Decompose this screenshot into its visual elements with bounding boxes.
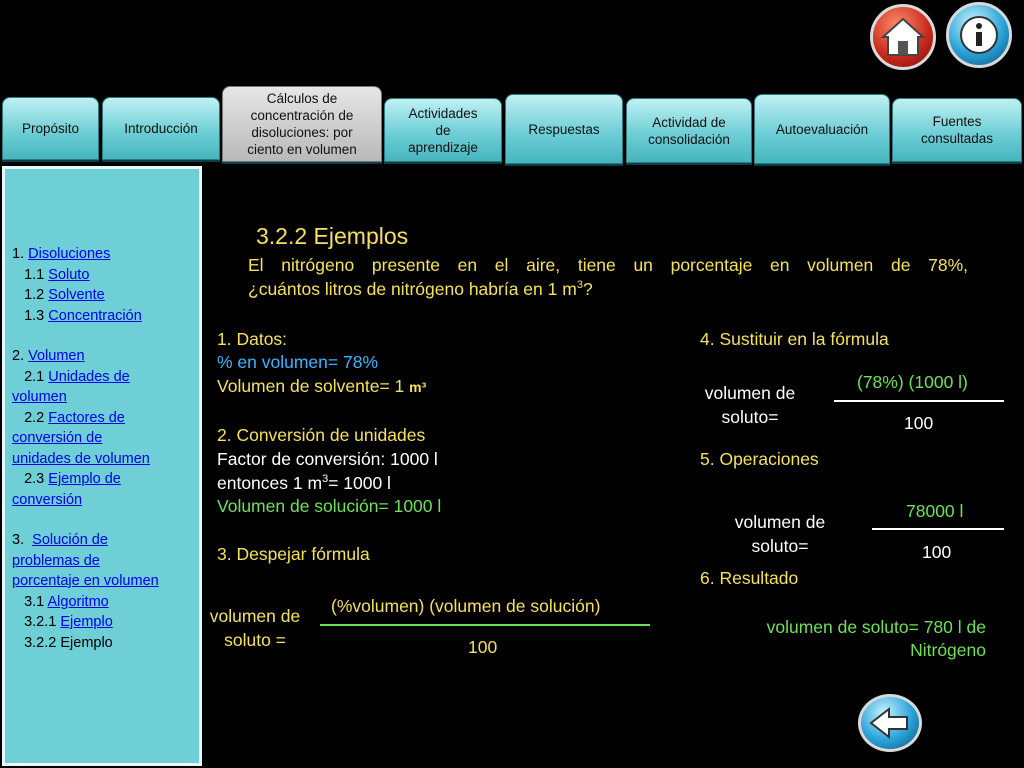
conversion-factor: Factor de conversión: 1000 l (217, 449, 438, 469)
tab-label: Actividad de (652, 114, 726, 130)
sidebar-item-prefix: 2.1 (12, 369, 49, 385)
tab-label: ciento en volumen (247, 142, 357, 157)
sidebar-item (12, 633, 113, 653)
tab-actividad-consolidacion[interactable] (626, 98, 752, 163)
tab-autoevaluacion[interactable] (754, 94, 890, 164)
datos-solvente: Volumen de solvente= 1 m³ (217, 376, 427, 396)
sidebar-link[interactable]: conversión de (12, 430, 103, 446)
sidebar-item-prefix: 3.2.2 Ejemplo (12, 635, 113, 651)
datos-title: 1. Datos: (217, 329, 288, 349)
tab-label: Propósito (21, 121, 80, 136)
sustituir-denominator: 100 (904, 413, 934, 433)
sidebar-item[interactable] (12, 244, 110, 264)
sidebar-item[interactable] (12, 408, 125, 428)
sidebar-item-prefix: 1.1 (12, 267, 49, 283)
sidebar-item-prefix: 3.1 (12, 594, 48, 610)
info-icon (949, 5, 1009, 65)
tab-label: de (435, 122, 451, 138)
sidebar-link[interactable]: Ejemplo de (48, 471, 121, 487)
sidebar-item-prefix: 3. (12, 532, 33, 548)
operaciones-fraction-line (872, 528, 1004, 530)
resultado-title: 6. Resultado (700, 568, 799, 588)
sidebar-link[interactable]: Ejemplo (60, 614, 113, 630)
datos-porcentaje: % en volumen= 78% (217, 352, 379, 372)
tab-label: Cálculos de (266, 91, 338, 106)
sidebar-item-prefix: 1. (12, 246, 29, 262)
sidebar-link[interactable]: Algoritmo (47, 594, 109, 610)
sidebar-item-prefix: 1.2 (12, 287, 49, 303)
back-button[interactable] (858, 694, 922, 752)
tab-label: Actividades (408, 105, 478, 121)
sidebar-link[interactable]: Solvente (48, 287, 105, 303)
despejar-title: 3. Despejar fórmula (217, 544, 370, 564)
operaciones-denominator: 100 (922, 542, 952, 562)
sidebar-item[interactable] (12, 346, 85, 366)
conversion-solucion: Volumen de solución= 1000 l (217, 496, 442, 516)
tab-label: concentración de (250, 108, 354, 123)
sidebar-item[interactable] (12, 285, 105, 305)
sidebar-link[interactable]: Solución de (32, 532, 108, 548)
sidebar-item[interactable] (12, 469, 121, 489)
sidebar-item[interactable] (12, 490, 82, 510)
sidebar-link[interactable]: porcentaje en volumen (12, 573, 159, 589)
sidebar-link[interactable]: unidades de volumen (12, 451, 150, 467)
sidebar-item[interactable] (12, 367, 130, 387)
sustituir-label: volumen de soluto= (704, 383, 796, 427)
sidebar-item-prefix: 2.3 (12, 471, 49, 487)
tab-introduccion[interactable] (102, 97, 220, 160)
sidebar-link[interactable]: problemas de (12, 553, 100, 569)
operaciones-label: volumen de soluto= (734, 512, 826, 556)
formula-numerator: (%volumen) (volumen de solución) (331, 596, 601, 616)
back-arrow-icon (861, 697, 919, 749)
sustituir-numerator: (78%) (1000 l) (857, 372, 968, 392)
info-button[interactable] (946, 2, 1012, 68)
conversion-entonces: entonces 1 $m^3= 1000$ l (217, 473, 391, 493)
sidebar-link[interactable]: Soluto (48, 267, 90, 283)
page-title: 3.2.2 Ejemplos (256, 223, 409, 249)
sidebar-item[interactable] (12, 612, 113, 632)
sidebar-link[interactable]: Disoluciones (28, 246, 111, 262)
home-icon (873, 7, 933, 67)
resultado-text: volumen de soluto= 780 l de Nitrógeno (766, 617, 986, 660)
tab-fuentes[interactable] (892, 98, 1022, 162)
sidebar-link[interactable]: volumen (12, 389, 67, 405)
tab-label: Autoevaluación (775, 121, 869, 137)
sidebar-link[interactable]: Factores de (48, 410, 125, 426)
sidebar-item-prefix: 1.3 (12, 308, 49, 324)
formula-label: volumen de soluto = (209, 606, 301, 650)
tab-label: Introducción (124, 121, 198, 136)
tab-label: aprendizaje (408, 139, 478, 155)
sidebar-link[interactable]: Concentración (48, 308, 142, 324)
tab-proposito[interactable] (2, 97, 99, 160)
sidebar-item[interactable] (12, 306, 142, 326)
tab-respuestas[interactable] (505, 94, 623, 164)
sidebar-item[interactable] (12, 428, 102, 448)
sustituir-fraction-line (834, 400, 1004, 402)
sidebar-item[interactable] (12, 530, 108, 550)
sidebar-link[interactable]: Volumen (28, 348, 85, 364)
question-text: El nitrógeno presente en el aire, tiene un porcentaje en volumen de 78%, (248, 255, 968, 275)
sidebar-item[interactable] (12, 571, 159, 591)
operaciones-title: 5. Operaciones (700, 449, 819, 469)
tab-label: disoluciones: por (251, 125, 353, 140)
sidebar-item-prefix: 3.2.1 (12, 614, 61, 630)
sidebar-item-prefix: 2. (12, 348, 29, 364)
sidebar-item[interactable] (12, 265, 89, 285)
operaciones-numerator: 78000 l (906, 501, 964, 521)
sustituir-title: 4. Sustituir en la fórmula (700, 329, 889, 349)
home-button[interactable] (870, 4, 936, 70)
tab-label: Respuestas (528, 121, 600, 137)
formula-denominator: 100 (468, 637, 498, 657)
sidebar-link[interactable]: Unidades de (48, 369, 130, 385)
tab-label: consolidación (648, 131, 730, 147)
sidebar-item-prefix: 2.2 (12, 410, 49, 426)
sidebar-item[interactable] (12, 592, 109, 612)
tab-label: Fuentes (932, 114, 982, 129)
sidebar-item[interactable] (12, 387, 67, 407)
sidebar-item[interactable] (12, 551, 100, 571)
formula-fraction-line (320, 624, 650, 626)
sidebar-link[interactable]: conversión (12, 492, 83, 508)
conversion-title: 2. Conversión de unidades (217, 425, 426, 445)
tab-label: consultadas (920, 131, 994, 146)
tab-actividades[interactable] (384, 98, 502, 162)
sidebar-item[interactable] (12, 449, 150, 469)
tab-calculos[interactable] (222, 86, 382, 162)
question-text-2: ¿cuántos litros de nitrógeno habría en 1 $m^3$? (248, 279, 593, 299)
